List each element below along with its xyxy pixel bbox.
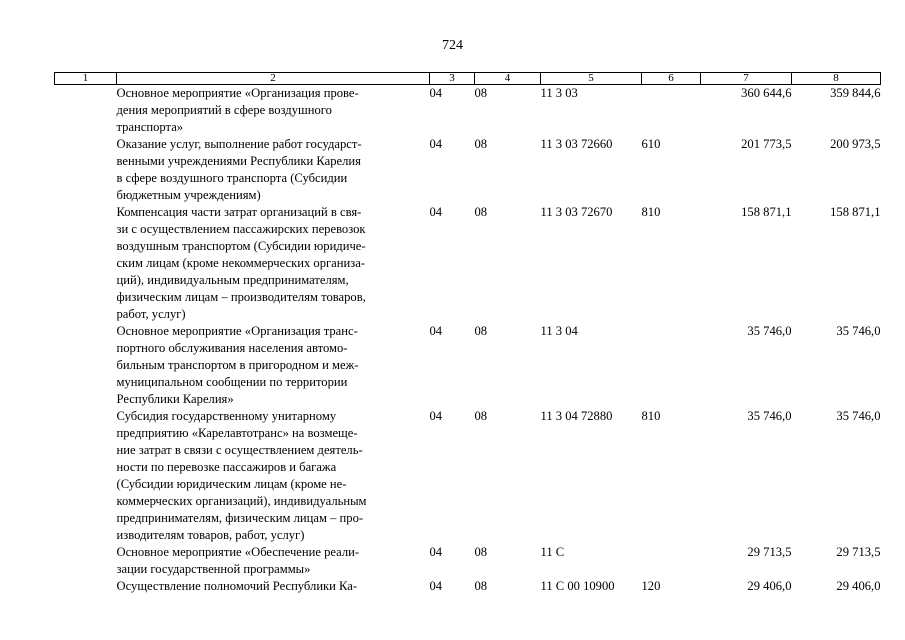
column-number-header <box>55 73 881 85</box>
table-body <box>55 85 881 596</box>
table-row <box>55 85 881 137</box>
section-code: 04 <box>429 86 443 100</box>
subsection-code: 08 <box>474 205 488 219</box>
item-name-line: коммерческих организаций), индивидуальным <box>116 494 367 508</box>
item-name-line: Основное мероприятие «Организация транс- <box>116 324 358 338</box>
table-row <box>55 408 881 544</box>
item-name-line: предприятию «Карелавтотранс» на возмеще- <box>116 426 358 440</box>
column-number: 4 <box>475 73 541 85</box>
item-name-line: портного обслуживания населения автомо- <box>116 341 348 355</box>
amount-year-2: 35 746,0 <box>836 324 881 338</box>
target-article-code: 11 С 00 10900 <box>540 579 615 593</box>
table-row <box>55 136 881 204</box>
empty-cell <box>55 578 117 595</box>
item-name-line: воздушным транспортом (Субсидии юридиче- <box>116 239 366 253</box>
item-name-line: ций), индивидуальным предпринимателям, <box>116 273 349 287</box>
column-number: 8 <box>792 73 881 85</box>
expense-type-code <box>642 544 701 578</box>
column-number: 2 <box>117 73 430 85</box>
item-name-line: (Субсидии юридическим лицам (кроме не- <box>116 477 347 491</box>
target-article-code: 11 3 03 <box>540 86 578 100</box>
expense-type-code: 810 <box>641 205 661 219</box>
subsection-code: 08 <box>474 579 488 593</box>
subsection-code: 08 <box>474 324 488 338</box>
item-name-line: ности по перевозке пассажиров и багажа <box>116 460 337 474</box>
column-number: 6 <box>642 73 701 85</box>
item-name-line: Компенсация части затрат организаций в свя- <box>116 205 362 219</box>
table-row <box>55 544 881 578</box>
target-article-code: 11 3 03 72660 <box>540 137 613 151</box>
target-article-code: 11 С <box>540 545 565 559</box>
item-name-line: транспорта» <box>116 120 184 134</box>
empty-cell <box>55 544 117 578</box>
item-name <box>117 323 430 408</box>
item-name-line: бильным транспортом в пригородном и меж- <box>116 358 359 372</box>
column-number: 7 <box>701 73 792 85</box>
item-name-line: физическим лицам – производителям товаров, <box>116 290 366 304</box>
item-name <box>117 204 430 323</box>
target-article-code: 11 3 03 72670 <box>540 205 613 219</box>
section-code: 04 <box>429 409 443 423</box>
item-name-line: венными учреждениями Республики Карелия <box>116 154 361 168</box>
amount-year-2: 35 746,0 <box>836 409 881 423</box>
section-code: 04 <box>429 137 443 151</box>
item-name-line: Основное мероприятие «Обеспечение реали- <box>116 545 360 559</box>
item-name <box>117 544 430 578</box>
amount-year-1: 35 746,0 <box>747 324 792 338</box>
item-name-line: бюджетным учреждениям) <box>116 188 261 202</box>
subsection-code: 08 <box>474 86 488 100</box>
amount-year-1: 29 406,0 <box>747 579 792 593</box>
item-name-line: ским лицам (кроме некоммерческих организа- <box>116 256 366 270</box>
amount-year-1: 360 644,6 <box>741 86 792 100</box>
expense-type-code: 810 <box>641 409 661 423</box>
section-code: 04 <box>429 205 443 219</box>
item-name-line: Осуществление полномочий Республики Ка- <box>116 579 358 593</box>
column-number: 1 <box>55 73 117 85</box>
item-name-line: ние затрат в связи с осуществлением деятель- <box>116 443 363 457</box>
subsection-code: 08 <box>474 137 488 151</box>
item-name-line: зи с осуществлением пассажирских перевозок <box>116 222 366 236</box>
empty-cell <box>55 204 117 323</box>
budget-table <box>54 72 881 595</box>
section-code: 04 <box>429 579 443 593</box>
amount-year-2: 200 973,5 <box>830 137 881 151</box>
amount-year-1: 201 773,5 <box>741 137 792 151</box>
item-name-line: Оказание услуг, выполнение работ государст- <box>116 137 362 151</box>
item-name-line: Субсидия государственному унитарному <box>116 409 337 423</box>
item-name-line: изводителям товаров, работ, услуг) <box>116 528 305 542</box>
expense-type-code <box>642 323 701 408</box>
empty-cell <box>55 136 117 204</box>
item-name-line: зации государственной программы» <box>116 562 311 576</box>
amount-year-2: 158 871,1 <box>830 205 881 219</box>
section-code: 04 <box>429 545 443 559</box>
item-name-line: дения мероприятий в сфере воздушного <box>116 103 332 117</box>
item-name-line: предпринимателям, физическим лицам – про- <box>116 511 364 525</box>
empty-cell <box>55 408 117 544</box>
item-name-line: Основное мероприятие «Организация прове- <box>116 86 359 100</box>
page-number: 724 <box>442 38 463 53</box>
amount-year-2: 29 713,5 <box>836 545 881 559</box>
item-name-line: в сфере воздушного транспорта (Субсидии <box>116 171 348 185</box>
amount-year-2: 359 844,6 <box>830 86 881 100</box>
table-row <box>55 578 881 595</box>
item-name <box>117 408 430 544</box>
item-name-line: Республики Карелия» <box>116 392 234 406</box>
section-code: 04 <box>429 324 443 338</box>
item-name-line: муниципальном сообщении по территории <box>116 375 348 389</box>
subsection-code: 08 <box>474 545 488 559</box>
expense-type-code: 120 <box>641 579 661 593</box>
column-number: 5 <box>541 73 642 85</box>
amount-year-1: 158 871,1 <box>741 205 792 219</box>
amount-year-1: 29 713,5 <box>747 545 792 559</box>
item-name <box>117 578 430 595</box>
table-row <box>55 323 881 408</box>
amount-year-2: 29 406,0 <box>836 579 881 593</box>
column-number: 3 <box>430 73 475 85</box>
empty-cell <box>55 85 117 137</box>
subsection-code: 08 <box>474 409 488 423</box>
expense-type-code <box>642 85 701 137</box>
expense-type-code: 610 <box>641 137 661 151</box>
target-article-code: 11 3 04 <box>540 324 578 338</box>
item-name <box>117 85 430 137</box>
target-article-code: 11 3 04 72880 <box>540 409 613 423</box>
table-row <box>55 204 881 323</box>
item-name <box>117 136 430 204</box>
empty-cell <box>55 323 117 408</box>
amount-year-1: 35 746,0 <box>747 409 792 423</box>
item-name-line: работ, услуг) <box>116 307 186 321</box>
